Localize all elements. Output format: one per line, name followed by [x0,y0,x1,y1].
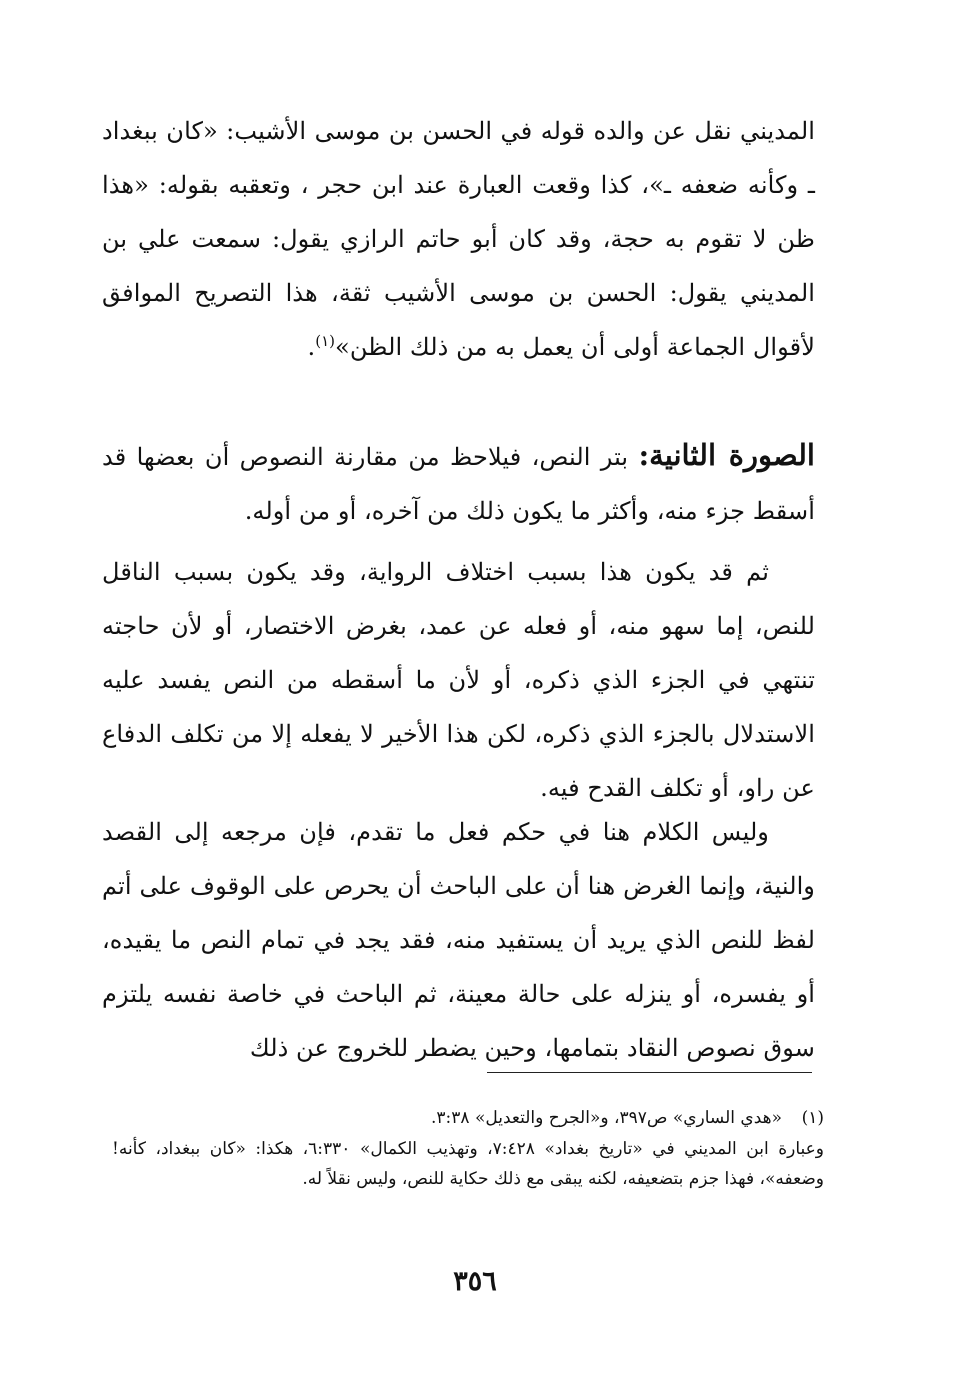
paragraph-1-text: المديني نقل عن والده قوله في الحسن بن موسى الأشيب: «كان ببغداد ـ وكأنه ضعفه ـ»، كذا وقعت العبارة عند ابن حجر ، وتعقبه بقوله: «هذا ظن لا تقوم به حجة، وقد كان أبو حاتم الرازي يقول: سمعت علي بن المديني يقول: الحسن بن موسى الأشيب ثقة، هذا التصريح الموافق لأقوال الجماعة أولى أن يعمل به من ذلك الظن» [102,117,815,361]
footnote-marker: (١) [315,331,336,350]
footnote-line-1-text: «هدي الساري» ص٣٩٧، و«الجرح والتعديل» ٣:٣٨. [431,1108,782,1128]
paragraph-1: المديني نقل عن والده قوله في الحسن بن موسى الأشيب: «كان ببغداد ـ وكأنه ضعفه ـ»، كذا وقعت العبارة عند ابن حجر ، وتعقبه بقوله: «هذا ظن لا تقوم به حجة، وقد كان أبو حاتم الرازي يقول: سمعت علي بن المديني يقول: الحسن بن موسى الأشيب ثقة، هذا التصريح الموافق لأقوال الجماعة أولى أن يعمل به من ذلك الظن»$^{(١)}$. [102,117,815,361]
section-heading: الصورة الثانية: [638,438,815,472]
paragraph-block-3 [102,545,815,815]
paragraph-2-text: بتر النص، فيلاحظ من مقارنة النصوص أن بعضها قد أسقط جزء منه، وأكثر ما يكون ذلك من آخره، أو من أوله. [102,443,815,525]
footnote-line-1 [112,1103,824,1134]
footnote-continuation: وعبارة ابن المديني في «تاريخ بغداد» ٧:٤٢٨، وتهذيب الكمال» ٦:٣٣٠، هكذا: «كان ببغداد، كأنه! وضعفه»، فهذا جزم بتضعيفه، لكنه يبقى مع ذلك حكاية للنص، وليس نقلاً له. [112,1138,824,1189]
footnote [112,1103,824,1195]
paragraph-3: ثم قد يكون هذا بسبب اختلاف الرواية، وقد يكون بسبب الناقل للنص، إما سهو منه، أو فعله عن عمد، بغرض الاختصار، أو لأن حاجته تنتهي في الجزء الذي ذكره، أو لأن ما أسقطه من النص يفسد عليه الاستدلال بالجزء الذي ذكره، لكن هذا الأخير لا يفعله إلا من تكلف الدفاع عن راو، أو تكلف القدح فيه. [102,558,815,802]
paragraph-block-2 [102,428,815,538]
paragraph-block-4 [102,805,815,1075]
paragraph-block-1 [102,104,815,374]
page-number: ٣٥٦ [453,1266,497,1297]
footnote-number: (١) [801,1108,824,1128]
paragraph-2 [102,428,815,538]
footnote-separator [487,1072,812,1073]
paragraph-4: وليس الكلام هنا في حكم فعل ما تقدم، فإن مرجعه إلى القصد والنية، وإنما الغرض هنا أن على الباحث أن يحرص على الوقوف على أتم لفظ للنص الذي يريد أن يستفيد منه، فقد يجد في تمام النص ما يقيده، أو يفسره، أو ينزله على حالة معينة، ثم الباحث في خاصة نفسه يلتزم سوق نصوص النقاد بتمامها، وحين يضطر للخروج عن ذلك [102,818,815,1062]
